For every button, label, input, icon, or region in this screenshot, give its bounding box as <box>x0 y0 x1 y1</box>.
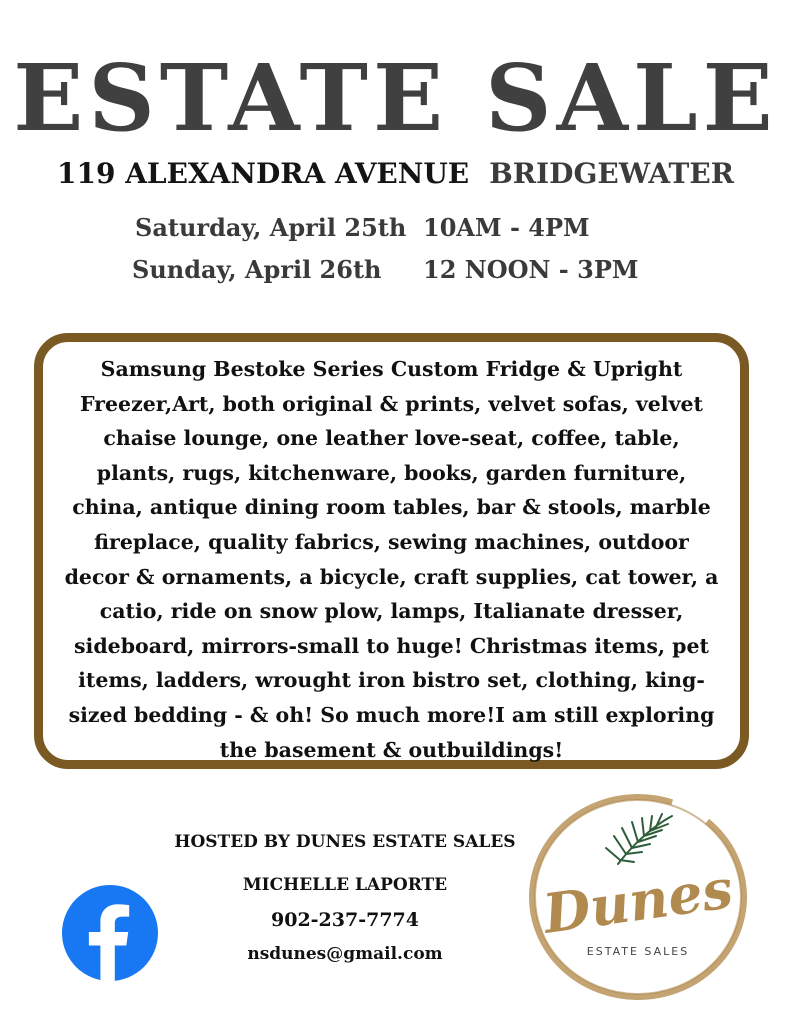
items-list-text: Samsung Bestoke Series Custom Fridge & Upright Freezer,Art, both original & prints, velvet sofas, velvet chaise lounge, one leather love-seat, coffee, table, plants, rugs, kitchenware, books, garden furniture, china, antique dining room tables, bar & stools, marble fireplace, quality fabrics, sewing machines, outdoor decor & ornaments, a bicycle, craft supplies, cat tower, a catio, ride on snow plow, lamps, Italianate dresser, sideboard, mirrors-small to huge! Christmas items, pet items, ladders, wrought iron bistro set, clothing, king-sized bedding - & oh! So much more!I am still exploring the basement & outbuildings! <box>64 357 719 762</box>
dunes-logo <box>522 786 754 1004</box>
schedule-time-1: 10AM - 4PM <box>423 213 590 242</box>
page-title: ESTATE SALE <box>13 44 778 152</box>
host-phone: 902-237-7774 <box>271 909 419 931</box>
logo-tagline: ESTATE SALES <box>586 945 690 958</box>
city-name: BRIDGEWATER <box>489 157 734 190</box>
host-email: nsdunes@gmail.com <box>247 944 443 964</box>
schedule-time-2: 12 NOON - 3PM <box>423 255 639 284</box>
schedule-day-2: Sunday, April 26th <box>132 255 382 284</box>
logo-wordmark: Dunes <box>539 856 737 946</box>
hosted-by-text: HOSTED BY DUNES ESTATE SALES <box>174 832 516 852</box>
street-address: 119 ALEXANDRA AVENUE <box>57 157 470 190</box>
facebook-icon[interactable] <box>62 885 158 981</box>
sale-address <box>0 157 791 190</box>
palm-leaf-icon <box>606 814 672 864</box>
schedule-day-1: Saturday, April 25th <box>135 213 407 242</box>
items-box <box>34 333 749 769</box>
host-name: MICHELLE LAPORTE <box>242 875 448 895</box>
